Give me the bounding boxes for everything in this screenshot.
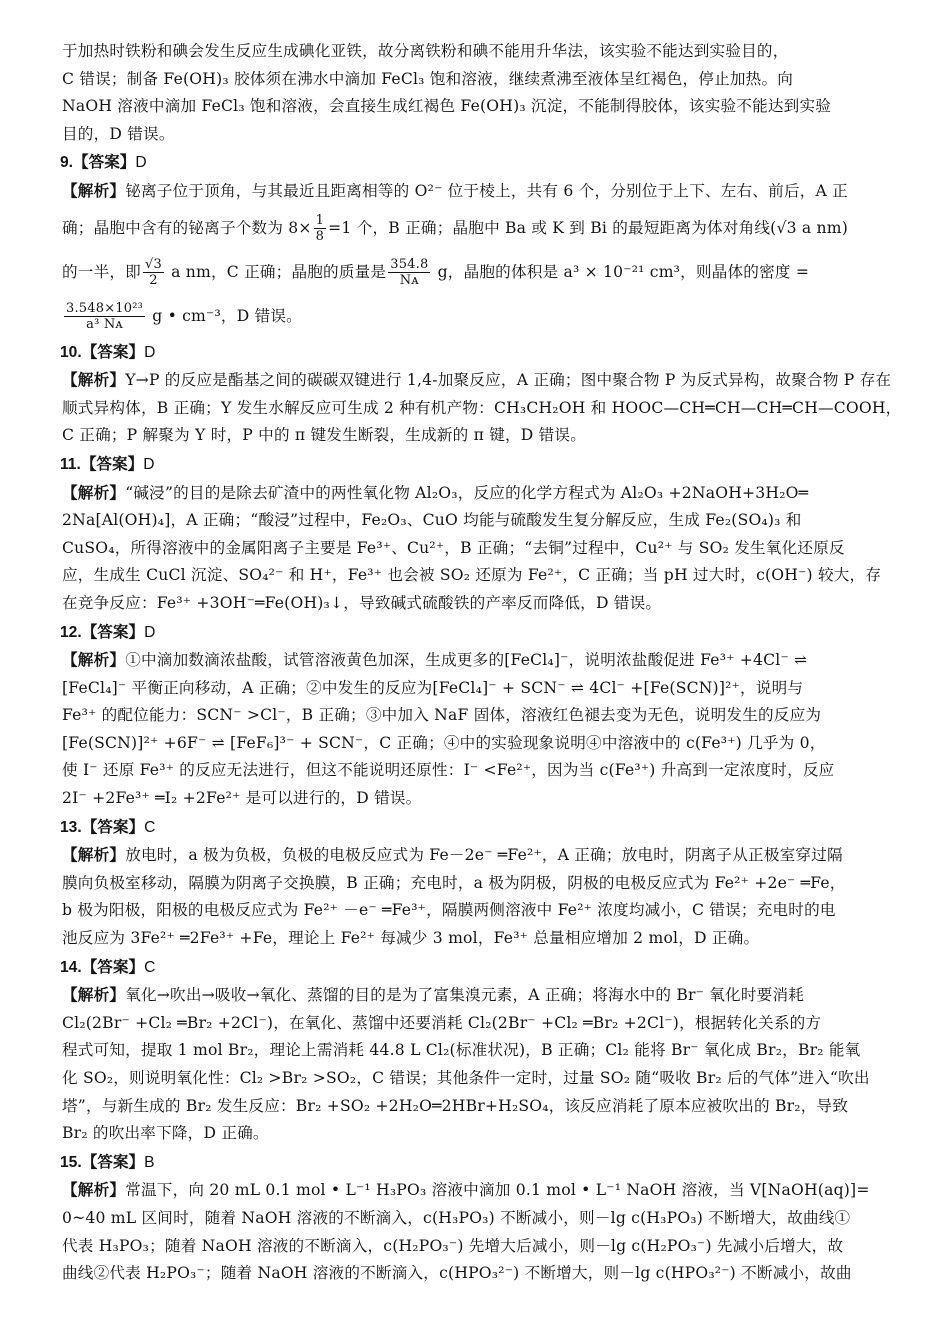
analysis-line: C 正确；P 解聚为 Y 时，P 中的 π 键发生断裂，生成新的 π 键，D 错误。 — [62, 426, 587, 445]
analysis-line: 曲线②代表 H₂PO₃⁻；随着 NaOH 溶液的不断滴入，c(HPO₃²⁻) 不断增大，则－lg c(HPO₃²⁻) 不断减小，故曲 — [62, 1264, 852, 1283]
denominator: 2 — [149, 273, 158, 289]
numerator: 1 — [315, 213, 325, 229]
denominator: 8 — [315, 229, 325, 245]
fraction — [64, 301, 145, 332]
analysis-line: [FeCl₄]⁻ 平衡正向移动，A 正确；②中发生的反应为[FeCl₄]⁻ + SCN⁻ ⇌ 4Cl⁻ +[Fe(SCN)]²⁺，说明与 — [62, 678, 804, 697]
text-line: C 错误；制备 Fe(OH)₃ 胶体须在沸水中滴加 FeCl₃ 饱和溶液，继续煮沸至液体呈红褐色，停止加热。向 — [62, 69, 794, 88]
text-run: g • cm⁻³，D 错误。 — [147, 306, 302, 325]
analysis-line: 在竞争反应：Fe³⁺ +3OH⁻═Fe(OH)₃↓，导致碱式硫酸铁的产率反而降低，D 错误。 — [62, 593, 662, 612]
text-run: g，晶胞的体积是 a³ × 10⁻²¹ cm³，则晶体的密度 = — [432, 262, 810, 281]
answer-line — [60, 953, 910, 982]
analysis-line: 代表 H₃PO₃；随着 NaOH 溶液的不断滴入，c(H₂PO₃⁻) 先增大后减小，则－lg c(H₂PO₃⁻) 先减小后增大，故 — [62, 1236, 844, 1255]
analysis-line — [62, 177, 910, 206]
question-11 — [62, 450, 910, 618]
answer-line — [60, 148, 910, 177]
analysis-line — [62, 206, 910, 250]
question-number: 15. — [60, 1153, 82, 1171]
text-run: 氧化→吹出→吸收→氧化、蒸馏的目的是为了富集溴元素，A 正确；将海水中的 Br⁻ 氧化时要消耗 — [125, 986, 805, 1005]
intro-block — [62, 38, 910, 148]
question-number: 10. — [60, 343, 82, 361]
text-run: =1 个，B 正确；晶胞中 Ba 或 K 到 Bi 的最短距离为体对角线(√3 a nm) — [328, 218, 849, 237]
text-line: NaOH 溶液中滴加 FeCl₃ 饱和溶液，会直接生成红褐色 Fe(OH)₃ 沉淀，不能制得胶体，该实验不能达到实验 — [62, 97, 832, 116]
analysis-line: 化 SO₂，则说明氧化性：Cl₂ >Br₂ >SO₂，C 错误；其他条件一定时，过量 SO₂ 随“吸收 Br₂ 后的气体”进入“吹出 — [62, 1069, 870, 1087]
analysis-line: 2Na[Al(OH)₄]，A 正确；“酸浸”过程中，Fe₂O₃、CuO 均能与硫酸发生复分解反应，生成 Fe₂(SO₄)₃ 和 — [62, 511, 802, 530]
text-run: “碱浸”的目的是除去矿渣中的两性氧化物 Al₂O₃，反应的化学方程式为 Al₂O₃ +2NaOH+3H₂O═ — [125, 483, 809, 502]
question-15 — [62, 1148, 910, 1288]
answer-label: 【答案】 — [80, 453, 144, 473]
answer-value: D — [135, 154, 147, 172]
analysis-line — [62, 479, 910, 508]
analysis-line: 顺式异构体，B 正确；Y 发生水解反应可生成 2 种有机产物：CH₃CH₂OH 和 HOOC—CH═CH—CH═CH—COOH， — [62, 398, 902, 417]
analysis-line: Br₂ 的吹出率下降，D 正确。 — [62, 1124, 269, 1143]
analysis-label: 【解析】 — [62, 482, 126, 502]
fraction — [143, 257, 164, 288]
denominator: a³ Nᴀ — [86, 317, 123, 333]
answer-value: D — [144, 343, 156, 361]
question-13 — [62, 813, 910, 953]
text-run: a nm，C 正确；晶胞的质量是 — [165, 262, 387, 281]
answer-line — [60, 813, 910, 842]
fraction — [314, 213, 326, 244]
answer-value: D — [144, 623, 156, 641]
answer-value: D — [143, 455, 155, 473]
question-number: 13. — [60, 818, 82, 836]
text-run: Y→P 的反应是酯基之间的碳碳双键进行 1,4-加聚反应，A 正确；图中聚合物 P 为反式异构，故聚合物 P 存在 — [125, 371, 892, 390]
question-9 — [62, 148, 910, 337]
answer-label: 【答案】 — [81, 341, 145, 361]
fraction — [388, 257, 430, 288]
question-10 — [62, 338, 910, 450]
answer-line — [60, 338, 910, 367]
answer-line — [60, 450, 910, 479]
analysis-line — [62, 294, 910, 338]
analysis-label: 【解析】 — [62, 985, 126, 1005]
answer-label: 【答案】 — [73, 152, 136, 172]
analysis-line: 应，生成生 CuCl 沉淀、SO₄²⁻ 和 H⁺，Fe³⁺ 也会被 SO₂ 还原为 Fe²⁺，C 正确；当 pH 过大时，c(OH⁻) 较大，存 — [62, 566, 882, 585]
text-line: 于加热时铁粉和碘会发生反应生成碘化亚铁，故分离铁粉和碘不能用升华法，该实验不能达到实验目的， — [62, 42, 789, 60]
answer-line — [60, 618, 910, 647]
question-12 — [62, 618, 910, 813]
answer-value: C — [144, 958, 156, 976]
answer-label: 【答案】 — [81, 816, 145, 836]
analysis-label: 【解析】 — [62, 1180, 126, 1200]
analysis-line: [Fe(SCN)]²⁺ +6F⁻ ⇌ [FeF₆]³⁻ + SCN⁻，C 正确；④中的实验现象说明④中溶液中的 c(Fe³⁺) 几乎为 0， — [62, 733, 826, 752]
analysis-line — [62, 841, 910, 870]
answer-line — [60, 1148, 910, 1177]
analysis-label: 【解析】 — [62, 845, 126, 865]
text-line: 目的，D 错误。 — [62, 124, 175, 143]
analysis-line: 0~40 mL 区间时，随着 NaOH 溶液的不断滴入，c(H₃PO₃) 不断减小，则－lg c(H₃PO₃) 不断增大，故曲线① — [62, 1208, 851, 1227]
answer-label: 【答案】 — [81, 956, 145, 976]
analysis-line: 程式可知，提取 1 mol Br₂，理论上需消耗 44.8 L Cl₂(标准状况)，B 正确；Cl₂ 能将 Br⁻ 氧化成 Br₂，Br₂ 能氧 — [62, 1041, 861, 1060]
analysis-line: Cl₂(2Br⁻ +Cl₂ ═Br₂ +2Cl⁻)，在氧化、蒸馏中还要消耗 Cl₂(2Br⁻ +Cl₂ ═Br₂ +2Cl⁻)，根据转化关系的方 — [62, 1013, 822, 1032]
numerator: 3.548×10²³ — [66, 301, 144, 317]
analysis-line: 2I⁻ +2Fe³⁺ ═I₂ +2Fe²⁺ 是可以进行的，D 错误。 — [62, 789, 422, 808]
numerator: 354.8 — [390, 257, 429, 273]
analysis-line — [62, 1176, 910, 1205]
answer-label: 【答案】 — [81, 1151, 145, 1171]
question-number: 14. — [60, 958, 82, 976]
analysis-line: CuSO₄，所得溶液中的金属阳离子主要是 Fe³⁺、Cu²⁺，B 正确；“去铜”过程中，Cu²⁺ 与 SO₂ 发生氧化还原反 — [62, 538, 845, 557]
answer-page — [62, 38, 910, 1288]
question-number: 12. — [60, 623, 82, 641]
text-run: 确；晶胞中含有的铋离子个数为 8× — [62, 218, 312, 237]
numerator: √3 — [144, 257, 162, 273]
analysis-line — [62, 981, 910, 1010]
analysis-line — [62, 250, 910, 294]
question-number: 11. — [60, 455, 81, 473]
text-run: 的一半，即 — [62, 262, 141, 281]
analysis-line: Fe³⁺ 的配位能力：SCN⁻ >Cl⁻，B 正确；③中加入 NaF 固体，溶液红色褪去变为无色，说明发生的反应为 — [62, 706, 822, 725]
text-run: 铋离子位于顶角，与其最近且距离相等的 O²⁻ 位于棱上，共有 6 个，分别位于上下、左右、前后，A 正 — [125, 181, 848, 200]
denominator: Nᴀ — [399, 273, 419, 289]
analysis-line: 池反应为 3Fe²⁺ ═2Fe³⁺ +Fe，理论上 Fe²⁺ 每减少 3 mol，Fe³⁺ 总量相应增加 2 mol，D 正确。 — [62, 929, 760, 948]
analysis-label: 【解析】 — [62, 180, 126, 200]
question-number: 9. — [60, 154, 74, 172]
analysis-label: 【解析】 — [62, 370, 126, 390]
answer-label: 【答案】 — [81, 621, 145, 641]
analysis-line: 膜向负极室移动，隔膜为阴离子交换膜，B 正确；充电时，a 极为阴极，阴极的电极反应式为 Fe²⁺ +2e⁻ ═Fe， — [62, 873, 846, 892]
analysis-line — [62, 366, 910, 395]
analysis-label: 【解析】 — [62, 650, 126, 670]
analysis-line: b 极为阳极，阳极的电极反应式为 Fe²⁺ －e⁻ ═Fe³⁺，隔膜两侧溶液中 Fe²⁺ 浓度均减小，C 错误；充电时的电 — [62, 901, 836, 920]
answer-value: B — [144, 1153, 155, 1171]
analysis-line — [62, 646, 910, 675]
text-run: ①中滴加数滴浓盐酸，试管溶液黄色加深，生成更多的[FeCl₄]⁻，说明浓盐酸促进 Fe³⁺ +4Cl⁻ ⇌ — [125, 651, 808, 670]
analysis-line: 使 I⁻ 还原 Fe³⁺ 的反应无法进行，但这不能说明还原性：I⁻ <Fe²⁺，因为当 c(Fe³⁺) 升高到一定浓度时，反应 — [62, 761, 835, 780]
text-run: 常温下，向 20 mL 0.1 mol • L⁻¹ H₃PO₃ 溶液中滴加 0.1 mol • L⁻¹ NaOH 溶液，当 V[NaOH(aq)]= — [125, 1181, 870, 1200]
answer-value: C — [144, 818, 156, 836]
text-run: 放电时，a 极为负极，负极的电极反应式为 Fe－2e⁻ ═Fe²⁺，A 正确；放电时，阴离子从正极室穿过隔 — [125, 846, 843, 865]
question-14 — [62, 953, 910, 1148]
analysis-line: 塔”，与新生成的 Br₂ 发生反应：Br₂ +SO₂ +2H₂O═2HBr+H₂SO₄，该反应消耗了原本应被吹出的 Br₂，导致 — [62, 1096, 849, 1115]
